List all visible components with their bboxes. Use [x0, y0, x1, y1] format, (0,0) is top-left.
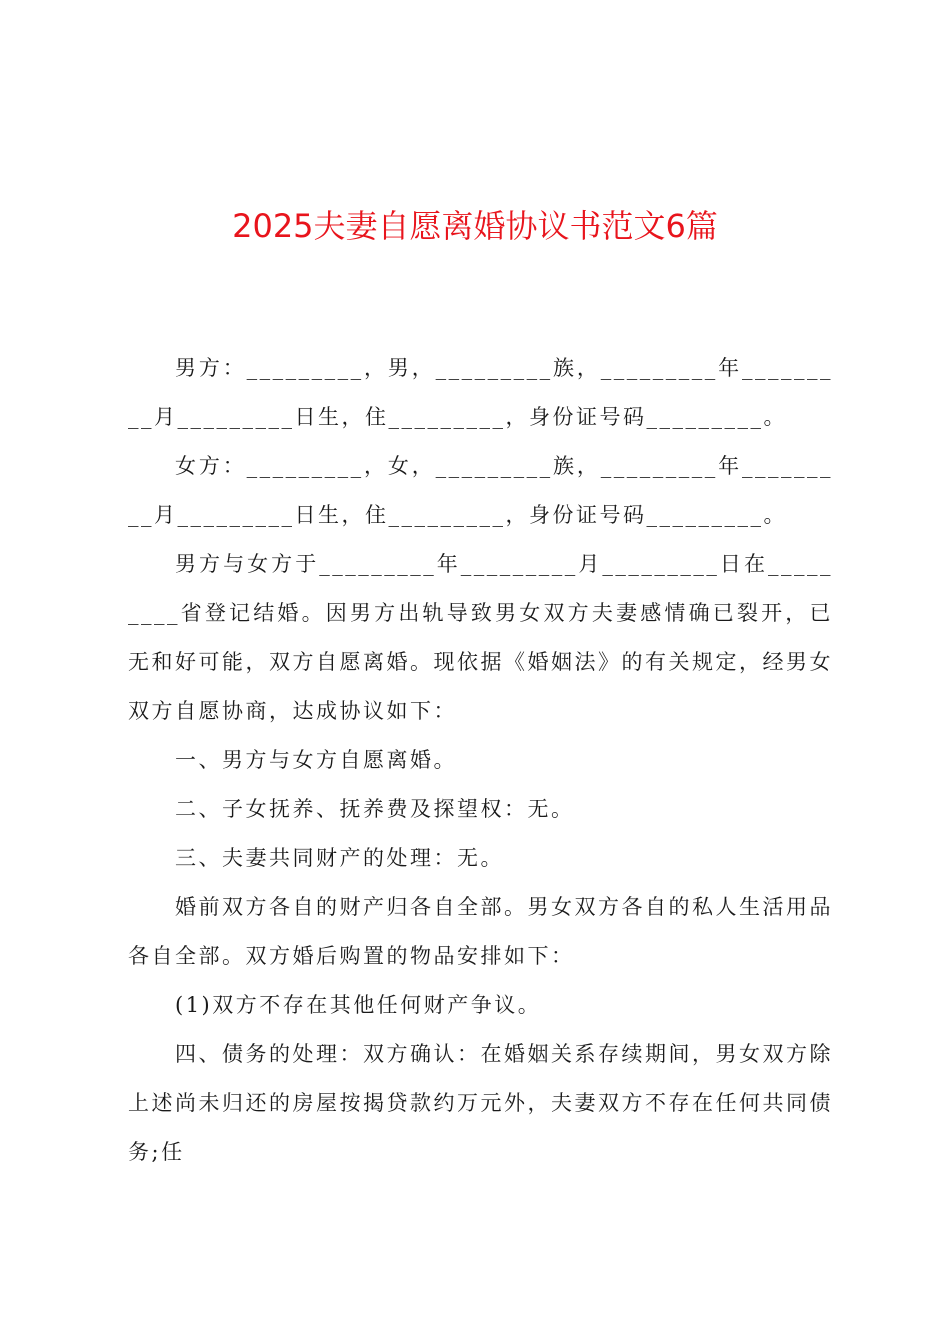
paragraph-clause-1: 一、男方与女方自愿离婚。 — [175, 748, 457, 772]
paragraph-clause-4-debts: 四、债务的处理：双方确认：在婚姻关系存续期间，男女双方除上述尚未归还的房屋按揭贷款约万元外，夫妻双方不存在任何共同债务;任 — [128, 1042, 833, 1164]
paragraph-marriage-registration: 男方与女方于_________年_________月_________日在_________省登记结婚。因男方出轨导致男女双方夫妻感情确已裂开，已无和好可能，双方自愿离婚。现依据《婚姻法》的有关规定，经男女双方自愿协商，达成协议如下： — [128, 552, 833, 723]
document-title: 2025夫妻自愿离婚协议书范文6篇 — [232, 207, 718, 245]
paragraph-property-item-1: (1)双方不存在其他任何财产争议。 — [175, 993, 542, 1017]
paragraph-female-party: 女方：_________，女，_________族，_________年_________月_________日生，住_________，身份证号码_________。 — [128, 454, 833, 527]
paragraph-clause-2: 二、子女抚养、抚养费及探望权：无。 — [175, 797, 575, 821]
document-body — [128, 344, 833, 1177]
paragraph-property: 婚前双方各自的财产归各自全部。男女双方各自的私人生活用品各自全部。双方婚后购置的物品安排如下： — [128, 895, 833, 968]
paragraph-clause-3: 三、夫妻共同财产的处理：无。 — [175, 846, 504, 870]
paragraph-male-party: 男方：_________，男，_________族，_________年_________月_________日生，住_________，身份证号码_________。 — [128, 356, 833, 429]
